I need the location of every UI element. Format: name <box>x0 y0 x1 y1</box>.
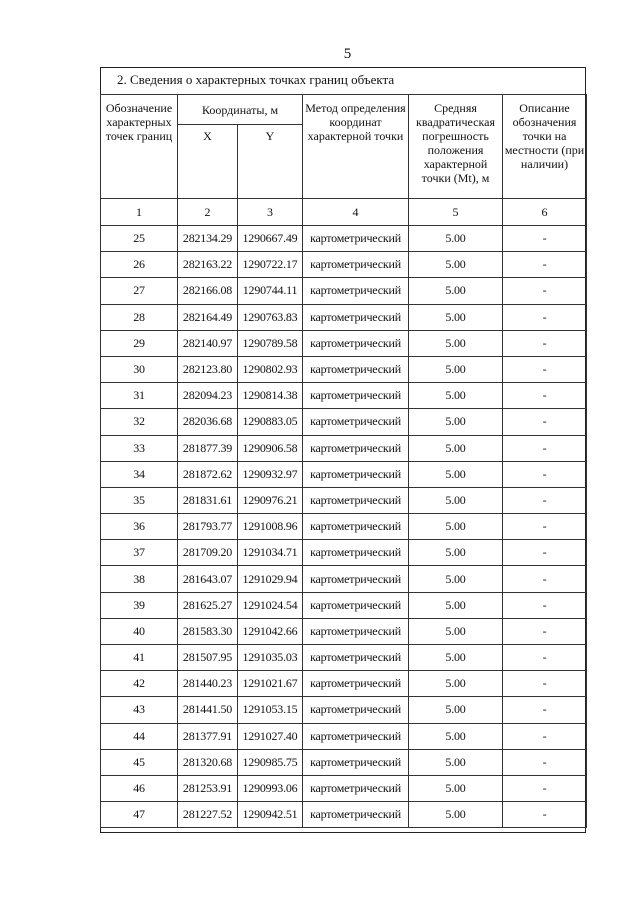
coord-y: 1290789.58 <box>238 330 303 356</box>
point-number: 35 <box>101 487 178 513</box>
description: - <box>503 514 587 540</box>
table-row <box>101 566 587 592</box>
coord-x: 281872.62 <box>178 461 238 487</box>
table-row <box>101 409 587 435</box>
point-number: 36 <box>101 514 178 540</box>
description: - <box>503 461 587 487</box>
description: - <box>503 383 587 409</box>
point-number: 25 <box>101 226 178 252</box>
method: картометрический <box>303 487 409 513</box>
table-row <box>101 226 587 252</box>
header-description: Описание обозначения точки на местности (при наличии) <box>503 95 587 199</box>
coord-y: 1291042.66 <box>238 618 303 644</box>
point-number: 44 <box>101 723 178 749</box>
description: - <box>503 252 587 278</box>
method: картометрический <box>303 409 409 435</box>
table-row <box>101 330 587 356</box>
coord-x: 281831.61 <box>178 487 238 513</box>
header-x: X <box>178 125 238 199</box>
accuracy: 5.00 <box>409 618 503 644</box>
method: картометрический <box>303 671 409 697</box>
accuracy: 5.00 <box>409 540 503 566</box>
accuracy: 5.00 <box>409 749 503 775</box>
method: картометрический <box>303 749 409 775</box>
method: картометрический <box>303 383 409 409</box>
accuracy: 5.00 <box>409 356 503 382</box>
method: картометрический <box>303 802 409 828</box>
section-title: 2. Сведения о характерных точках границ объекта <box>117 72 395 87</box>
accuracy: 5.00 <box>409 435 503 461</box>
table-row <box>101 435 587 461</box>
description: - <box>503 749 587 775</box>
accuracy: 5.00 <box>409 592 503 618</box>
table-row <box>101 514 587 540</box>
accuracy: 5.00 <box>409 487 503 513</box>
accuracy: 5.00 <box>409 278 503 304</box>
description: - <box>503 304 587 330</box>
point-number: 40 <box>101 618 178 644</box>
description: - <box>503 435 587 461</box>
table-row <box>101 671 587 697</box>
description: - <box>503 671 587 697</box>
method: картометрический <box>303 435 409 461</box>
description: - <box>503 540 587 566</box>
coord-x: 282163.22 <box>178 252 238 278</box>
accuracy: 5.00 <box>409 723 503 749</box>
header-designation: Обозначение характерных точек границ <box>101 95 178 199</box>
coord-x: 282140.97 <box>178 330 238 356</box>
page-number: 5 <box>343 46 352 62</box>
point-number: 31 <box>101 383 178 409</box>
coord-x: 281793.77 <box>178 514 238 540</box>
coord-y: 1290667.49 <box>238 226 303 252</box>
method: картометрический <box>303 645 409 671</box>
method: картометрический <box>303 514 409 540</box>
method: картометрический <box>303 723 409 749</box>
table-row <box>101 592 587 618</box>
coord-x: 281253.91 <box>178 775 238 801</box>
coord-y: 1290985.75 <box>238 749 303 775</box>
coord-y: 1290814.38 <box>238 383 303 409</box>
method: картометрический <box>303 304 409 330</box>
coord-y: 1290906.58 <box>238 435 303 461</box>
table-row <box>101 645 587 671</box>
coord-x: 281583.30 <box>178 618 238 644</box>
point-number: 38 <box>101 566 178 592</box>
accuracy: 5.00 <box>409 304 503 330</box>
method: картометрический <box>303 618 409 644</box>
coord-x: 282166.08 <box>178 278 238 304</box>
column-number: 4 <box>303 199 409 226</box>
point-number: 47 <box>101 802 178 828</box>
coord-x: 282094.23 <box>178 383 238 409</box>
column-number: 2 <box>178 199 238 226</box>
point-number: 34 <box>101 461 178 487</box>
point-number: 45 <box>101 749 178 775</box>
coord-y: 1291029.94 <box>238 566 303 592</box>
description: - <box>503 802 587 828</box>
coord-x: 282164.49 <box>178 304 238 330</box>
boundary-points-table <box>100 94 587 828</box>
method: картометрический <box>303 775 409 801</box>
table-row <box>101 540 587 566</box>
point-number: 37 <box>101 540 178 566</box>
method: картометрический <box>303 592 409 618</box>
accuracy: 5.00 <box>409 645 503 671</box>
description: - <box>503 487 587 513</box>
description: - <box>503 592 587 618</box>
description: - <box>503 356 587 382</box>
accuracy: 5.00 <box>409 409 503 435</box>
column-number: 6 <box>503 199 587 226</box>
table-row <box>101 252 587 278</box>
coord-y: 1290802.93 <box>238 356 303 382</box>
coord-y: 1290976.21 <box>238 487 303 513</box>
point-number: 43 <box>101 697 178 723</box>
table-row <box>101 487 587 513</box>
point-number: 42 <box>101 671 178 697</box>
accuracy: 5.00 <box>409 514 503 540</box>
column-number: 1 <box>101 199 178 226</box>
table-row <box>101 278 587 304</box>
description: - <box>503 645 587 671</box>
table-row <box>101 304 587 330</box>
coord-x: 281440.23 <box>178 671 238 697</box>
point-number: 33 <box>101 435 178 461</box>
coord-y: 1291021.67 <box>238 671 303 697</box>
coord-y: 1290942.51 <box>238 802 303 828</box>
coord-x: 281625.27 <box>178 592 238 618</box>
coord-x: 281709.20 <box>178 540 238 566</box>
coord-y: 1291034.71 <box>238 540 303 566</box>
column-number: 5 <box>409 199 503 226</box>
coord-x: 281643.07 <box>178 566 238 592</box>
coord-x: 282134.29 <box>178 226 238 252</box>
header-method: Метод определения координат характерной точки <box>303 95 409 199</box>
accuracy: 5.00 <box>409 383 503 409</box>
coord-x: 281877.39 <box>178 435 238 461</box>
coord-x: 281507.95 <box>178 645 238 671</box>
table-row <box>101 775 587 801</box>
header-coordinates: Координаты, м <box>178 95 303 125</box>
accuracy: 5.00 <box>409 671 503 697</box>
description: - <box>503 618 587 644</box>
point-number: 32 <box>101 409 178 435</box>
table-row <box>101 697 587 723</box>
accuracy: 5.00 <box>409 330 503 356</box>
description: - <box>503 697 587 723</box>
method: картометрический <box>303 356 409 382</box>
accuracy: 5.00 <box>409 697 503 723</box>
header-y: Y <box>238 125 303 199</box>
method: картометрический <box>303 252 409 278</box>
coord-y: 1290722.17 <box>238 252 303 278</box>
coord-y: 1291008.96 <box>238 514 303 540</box>
coord-y: 1290883.05 <box>238 409 303 435</box>
method: картометрический <box>303 566 409 592</box>
coord-x: 282036.68 <box>178 409 238 435</box>
coord-y: 1290763.83 <box>238 304 303 330</box>
coord-x: 282123.80 <box>178 356 238 382</box>
point-number: 46 <box>101 775 178 801</box>
accuracy: 5.00 <box>409 226 503 252</box>
point-number: 26 <box>101 252 178 278</box>
description: - <box>503 566 587 592</box>
description: - <box>503 723 587 749</box>
table-row <box>101 383 587 409</box>
method: картометрический <box>303 461 409 487</box>
accuracy: 5.00 <box>409 775 503 801</box>
method: картометрический <box>303 278 409 304</box>
description: - <box>503 278 587 304</box>
accuracy: 5.00 <box>409 566 503 592</box>
coord-y: 1290744.11 <box>238 278 303 304</box>
accuracy: 5.00 <box>409 252 503 278</box>
point-number: 27 <box>101 278 178 304</box>
coord-y: 1290932.97 <box>238 461 303 487</box>
column-number: 3 <box>238 199 303 226</box>
accuracy: 5.00 <box>409 802 503 828</box>
coord-x: 281377.91 <box>178 723 238 749</box>
description: - <box>503 330 587 356</box>
coord-y: 1291027.40 <box>238 723 303 749</box>
table-row <box>101 356 587 382</box>
table-row <box>101 461 587 487</box>
point-number: 29 <box>101 330 178 356</box>
accuracy: 5.00 <box>409 461 503 487</box>
table-row <box>101 749 587 775</box>
table-body <box>101 226 587 828</box>
description: - <box>503 226 587 252</box>
table-row <box>101 618 587 644</box>
description: - <box>503 409 587 435</box>
method: картометрический <box>303 540 409 566</box>
header-accuracy: Средняя квадратическая погрешность положения характерной точки (Mt), м <box>409 95 503 199</box>
coord-y: 1290993.06 <box>238 775 303 801</box>
coord-x: 281227.52 <box>178 802 238 828</box>
table-row <box>101 723 587 749</box>
coord-y: 1291035.03 <box>238 645 303 671</box>
coord-y: 1291024.54 <box>238 592 303 618</box>
coord-y: 1291053.15 <box>238 697 303 723</box>
point-number: 41 <box>101 645 178 671</box>
method: картометрический <box>303 226 409 252</box>
coord-x: 281320.68 <box>178 749 238 775</box>
point-number: 30 <box>101 356 178 382</box>
method: картометрический <box>303 697 409 723</box>
method: картометрический <box>303 330 409 356</box>
table-row <box>101 802 587 828</box>
description: - <box>503 775 587 801</box>
point-number: 39 <box>101 592 178 618</box>
coord-x: 281441.50 <box>178 697 238 723</box>
point-number: 28 <box>101 304 178 330</box>
